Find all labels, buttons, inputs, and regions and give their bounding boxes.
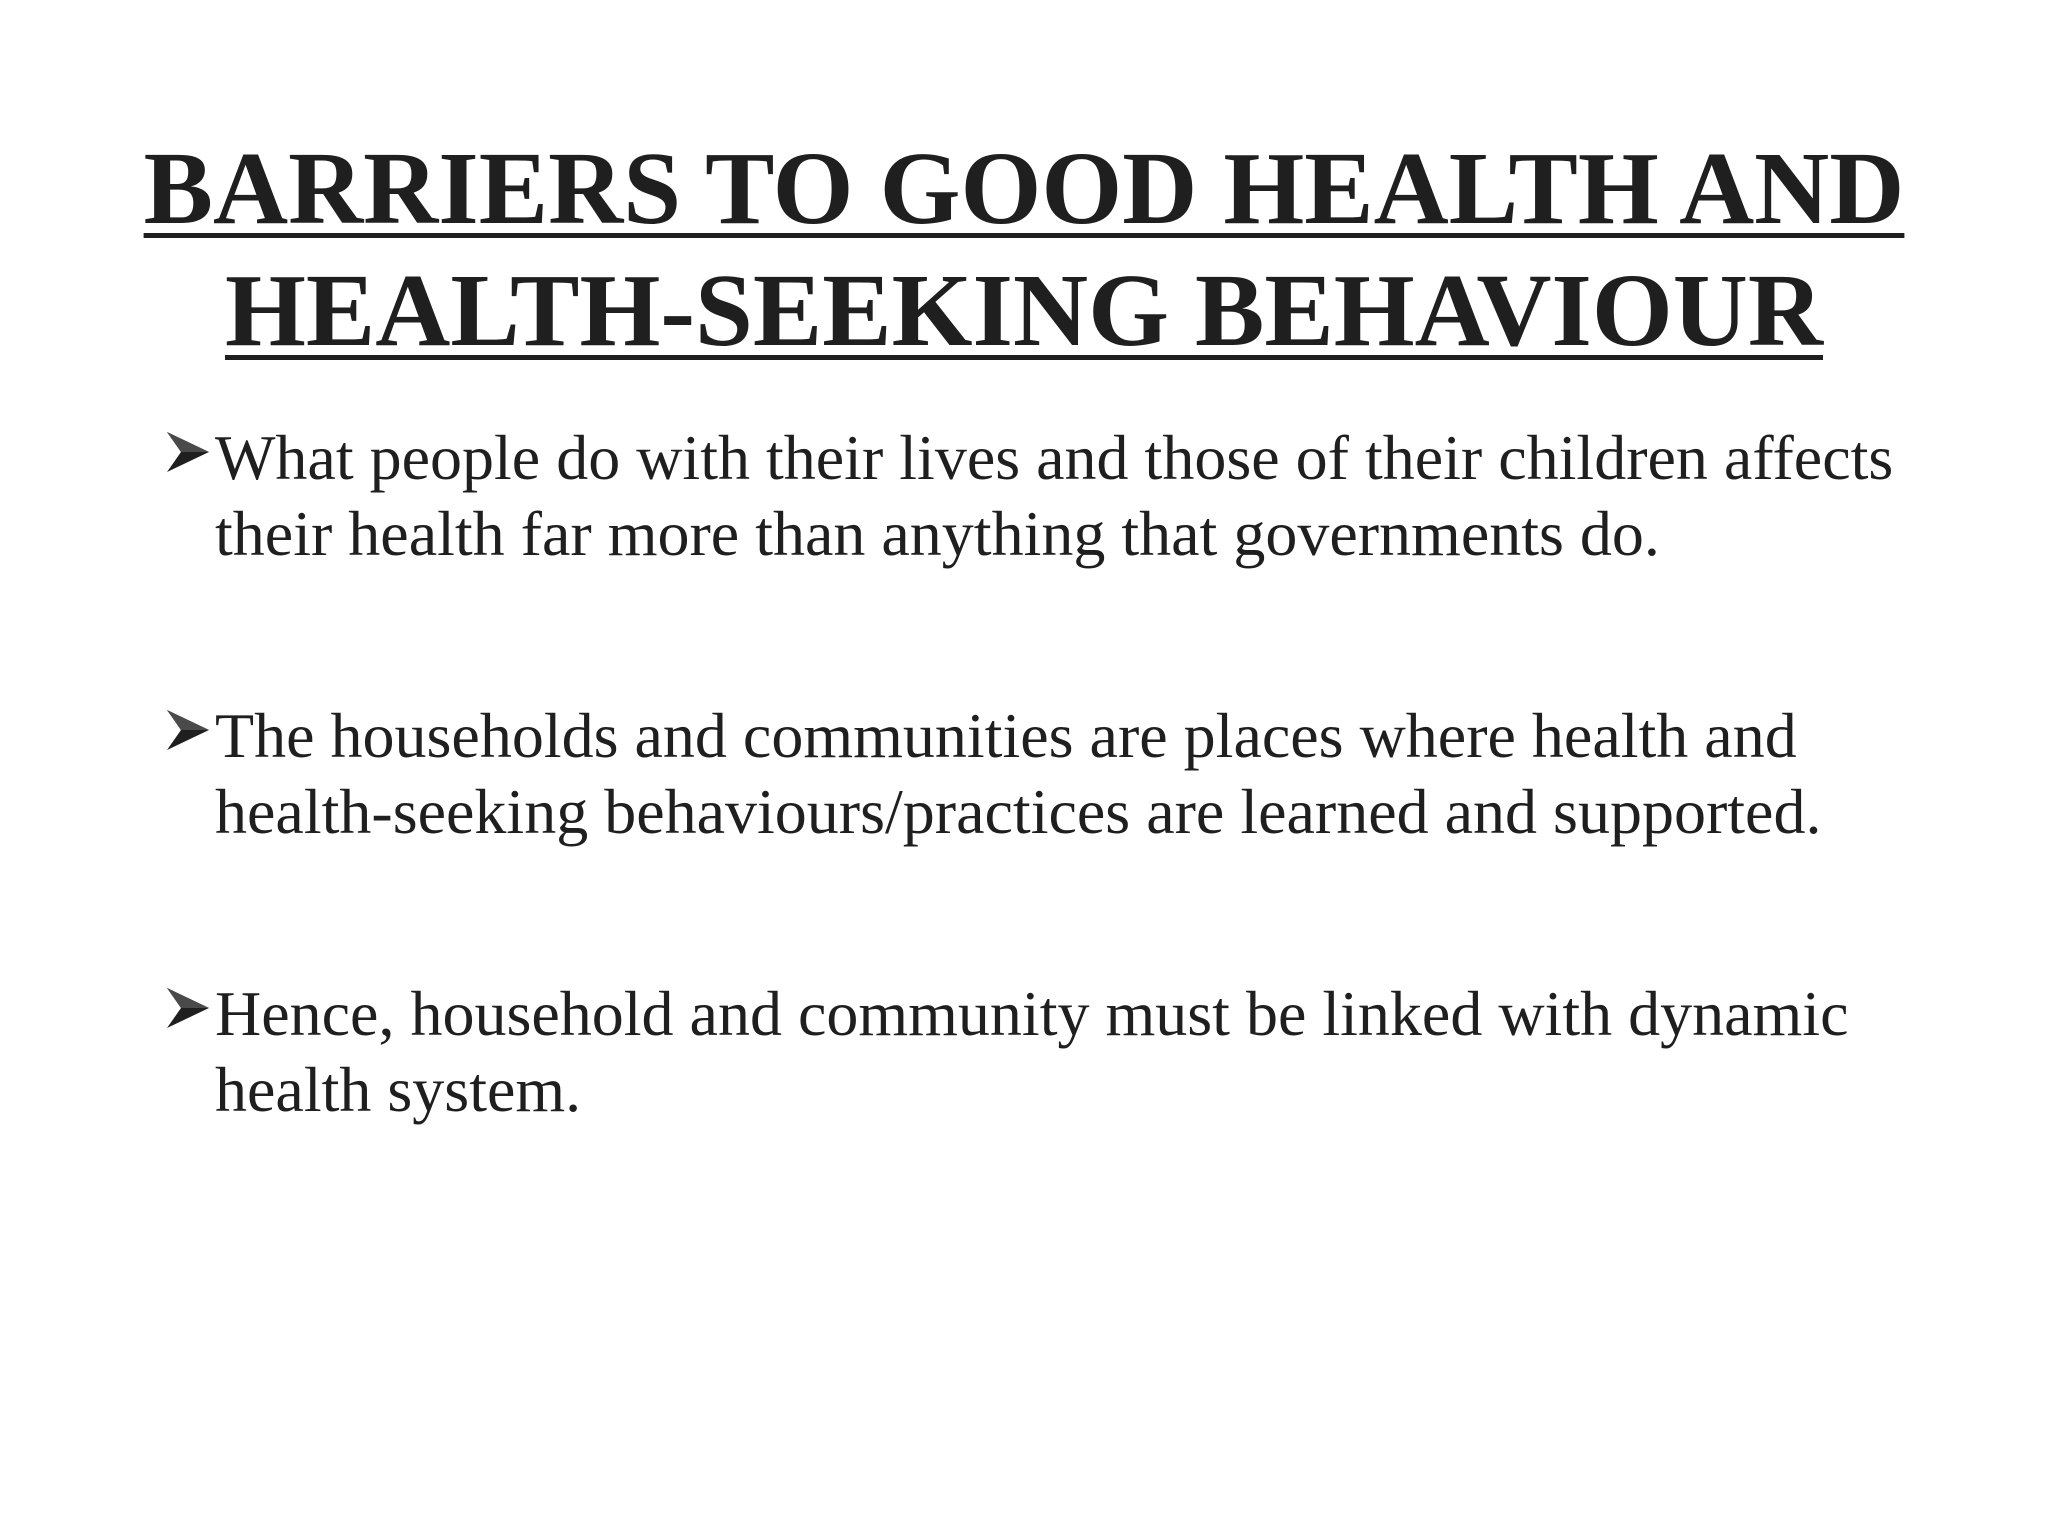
slide-title <box>0 128 2048 372</box>
bullet-text: What people do with their lives and those of their children affects their health far more than anything that governments do. <box>215 422 1894 569</box>
bullet-list <box>165 420 1905 1128</box>
bullet-item <box>165 976 1905 1128</box>
slide-title-line-1: BARRIERS TO GOOD HEALTH AND <box>143 131 1905 246</box>
arrow-bullet-icon <box>165 430 211 474</box>
bullet-text: The households and communities are places where health and health-seeking behaviours/practices are learned and supported. <box>215 700 1822 847</box>
arrow-bullet-icon <box>165 708 211 752</box>
bullet-text: Hence, household and community must be linked with dynamic health system. <box>215 978 1849 1125</box>
bullet-item <box>165 420 1905 572</box>
bullet-item <box>165 698 1905 850</box>
arrow-bullet-icon <box>165 986 211 1030</box>
slide-title-line-2: HEALTH-SEEKING BEHAVIOUR <box>224 253 1824 368</box>
